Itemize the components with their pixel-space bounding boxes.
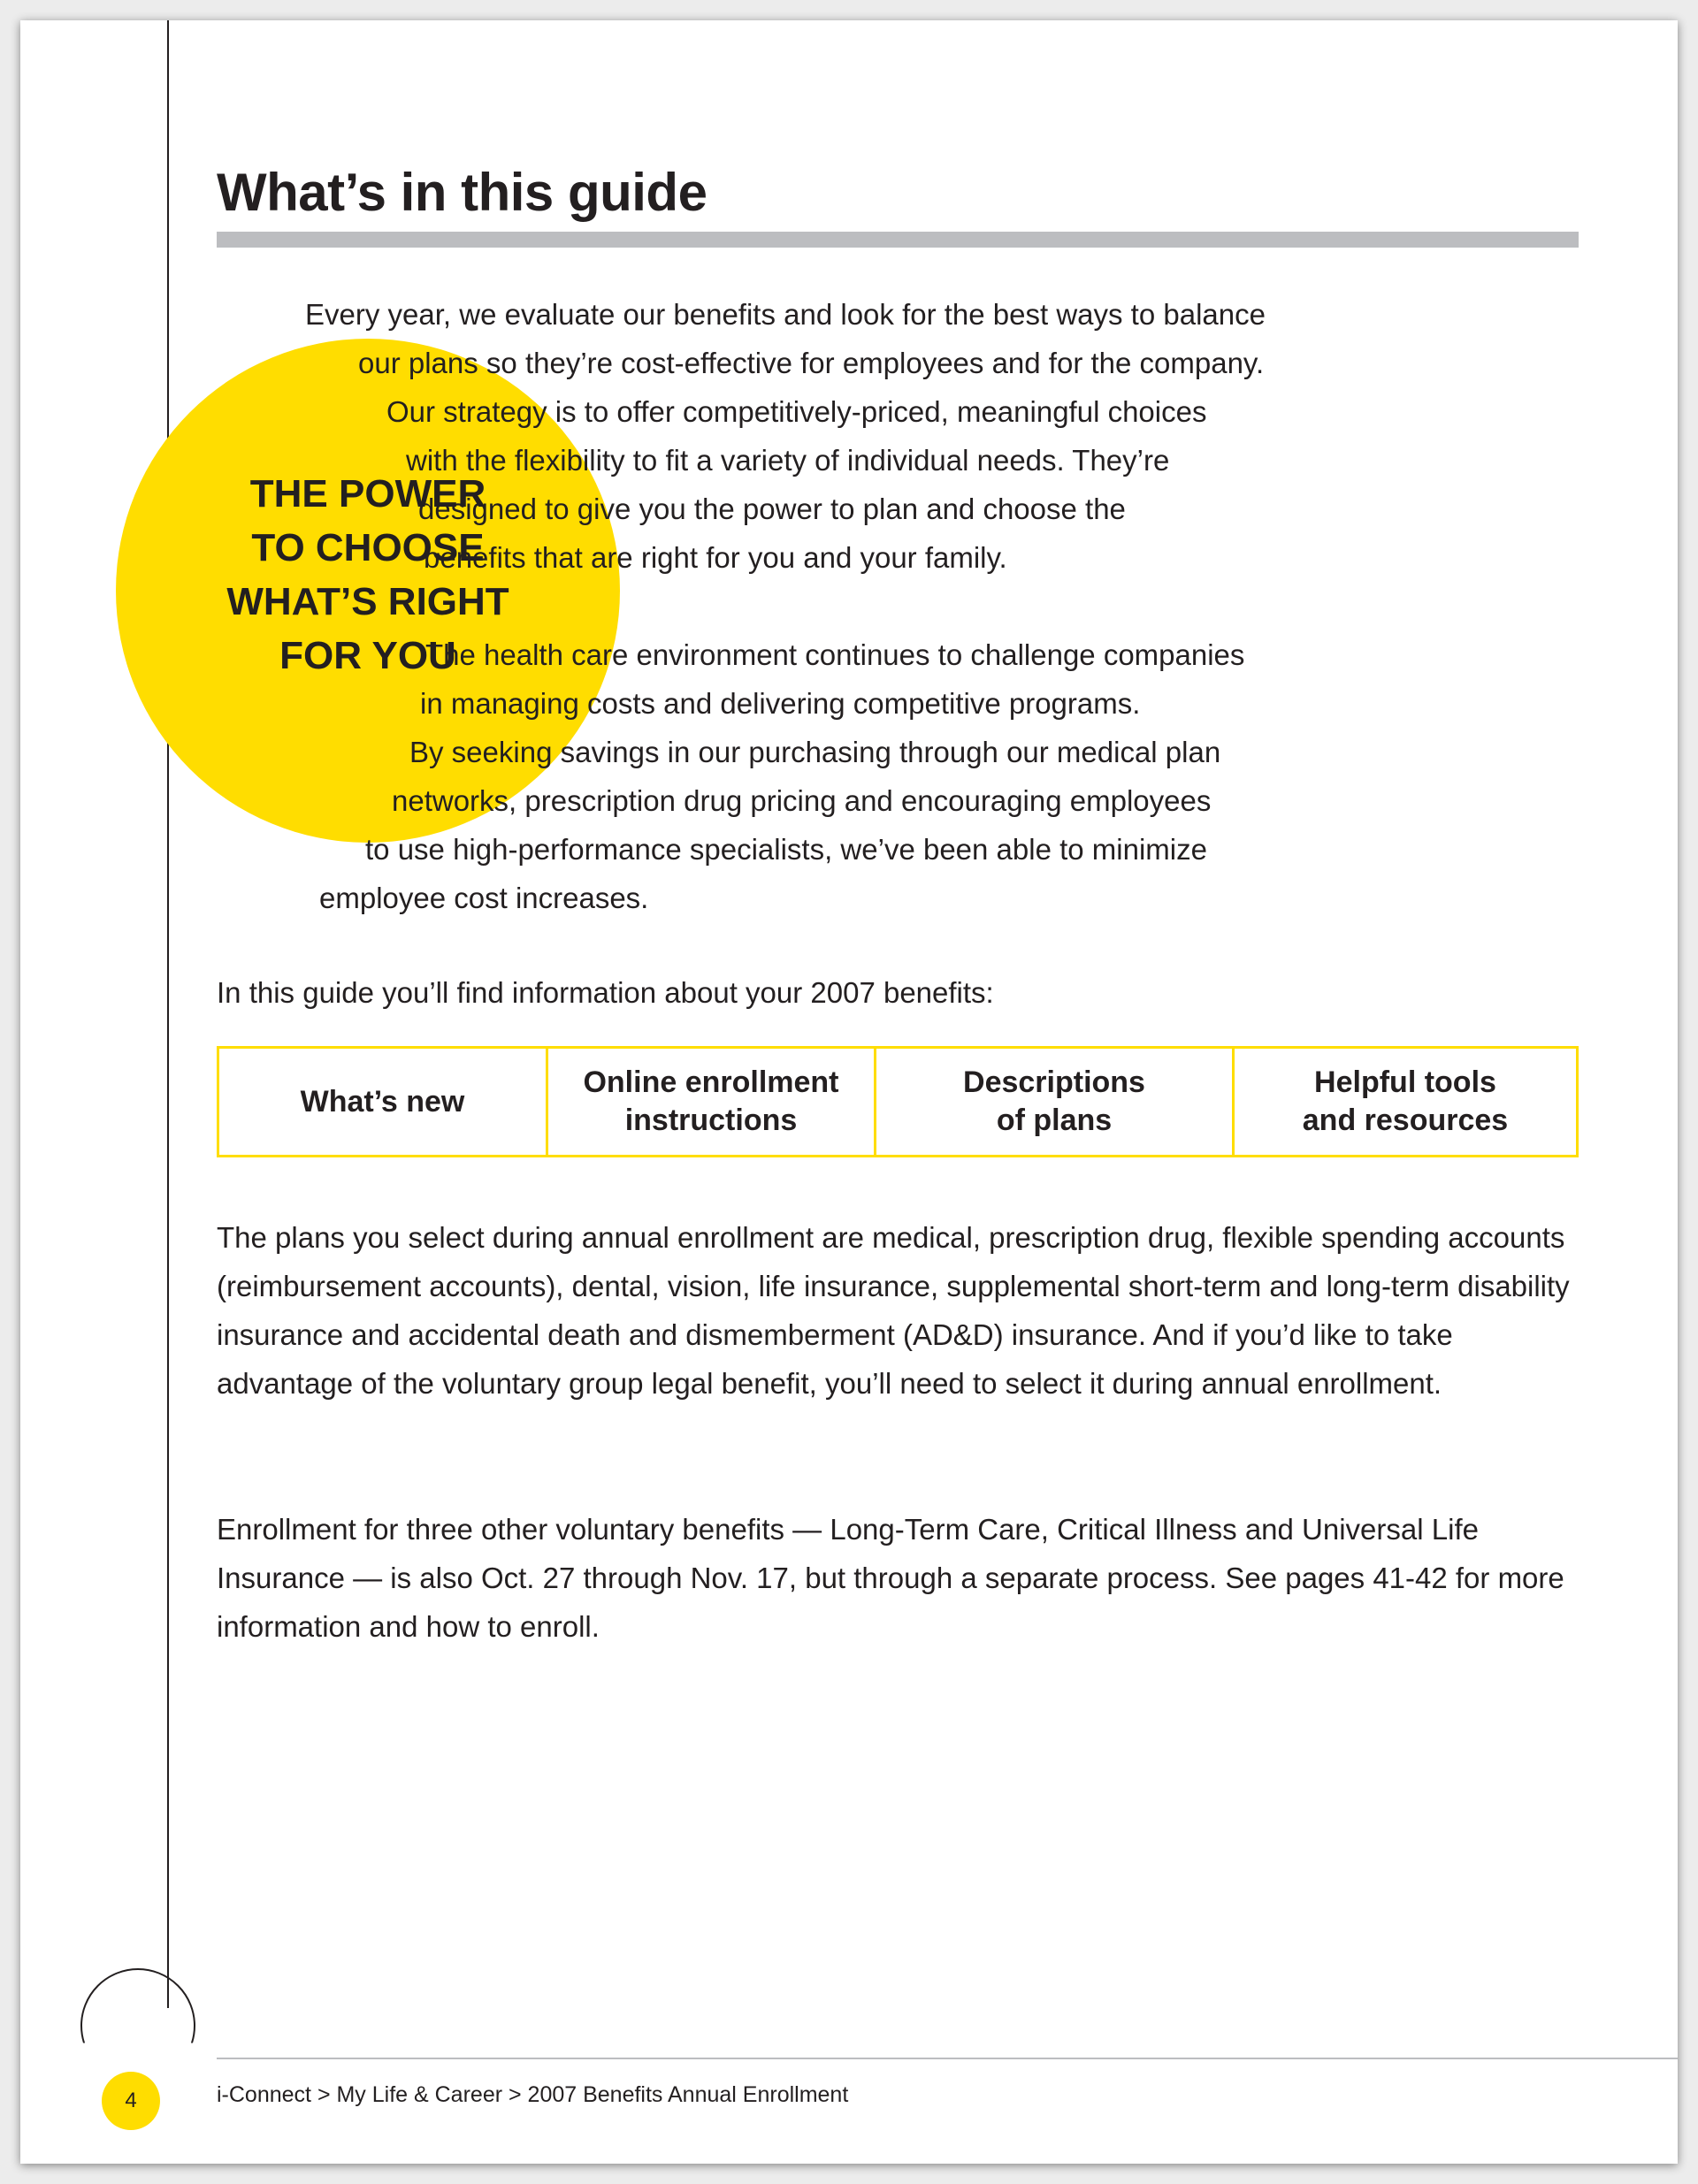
callout-line: TO CHOOSE xyxy=(251,526,485,569)
document-page xyxy=(20,20,1678,2164)
topic-label: Helpful tools and resources xyxy=(1302,1065,1509,1137)
text-line: Our strategy is to offer competitively-priced, meaningful choices xyxy=(386,395,1207,428)
callout-line: FOR YOU xyxy=(279,634,456,677)
text-line: By seeking savings in our purchasing through our medical plan xyxy=(409,736,1221,768)
page-number-badge xyxy=(102,2072,160,2130)
topics-intro: In this guide you’ll find information about your 2007 benefits: xyxy=(217,976,994,1009)
paragraph-voluntary-benefits: Enrollment for three other voluntary benefits — Long-Term Care, Critical Illness and Universal Life Insurance — is also Oct. 27 through Nov. 17, but through a separate process. See pages 41-42 for more information and how to enroll. xyxy=(217,1513,1564,1643)
margin-rule xyxy=(167,20,169,2008)
page-number: 4 xyxy=(125,2089,137,2112)
topic-descriptions xyxy=(876,1049,1235,1155)
text-line: to use high-performance specialists, we’ve been able to minimize xyxy=(365,833,1207,866)
topic-label: Online enrollment instructions xyxy=(583,1065,839,1137)
text-line: Every year, we evaluate our benefits and look for the best ways to balance xyxy=(305,298,1266,331)
topic-online-enrollment xyxy=(548,1049,876,1155)
text-line: networks, prescription drug pricing and encouraging employees xyxy=(392,784,1212,817)
text-line: benefits that are right for you and your family. xyxy=(424,541,1007,574)
page-title: What’s in this guide xyxy=(217,163,708,222)
footer-arc xyxy=(80,1968,195,2083)
footer-rule xyxy=(217,2058,1678,2059)
breadcrumb: i-Connect > My Life & Career > 2007 Benefits Annual Enrollment xyxy=(217,2082,849,2107)
topic-whats-new xyxy=(219,1049,548,1155)
callout-line: WHAT’S RIGHT xyxy=(226,580,509,623)
text-line: The health care environment continues to challenge companies xyxy=(425,638,1245,671)
title-underline xyxy=(217,232,1579,248)
text-line: with the flexibility to fit a variety of individual needs. They’re xyxy=(406,444,1170,477)
topic-label: What’s new xyxy=(300,1084,465,1119)
text-line: designed to give you the power to plan and choose the xyxy=(418,493,1126,525)
callout-line: THE POWER xyxy=(249,472,486,515)
text-line: our plans so they’re cost-effective for employees and for the company. xyxy=(358,347,1265,379)
text-line: in managing costs and delivering competitive programs. xyxy=(420,687,1141,720)
paragraph-plans: The plans you select during annual enrollment are medical, prescription drug, flexible spending accounts (reimbursement accounts), dental, vision, life insurance, supplemental short-term and long-term disability insurance and accidental death and dismemberment (AD&D) insurance. And if you’d like to take advantage of the voluntary group legal benefit, you’ll need to select it during annual enrollment. xyxy=(217,1221,1570,1400)
text-line: employee cost increases. xyxy=(319,882,649,914)
topic-tools-resources xyxy=(1235,1049,1576,1155)
topics-table xyxy=(217,1046,1579,1157)
topic-label: Descriptions of plans xyxy=(963,1065,1145,1137)
